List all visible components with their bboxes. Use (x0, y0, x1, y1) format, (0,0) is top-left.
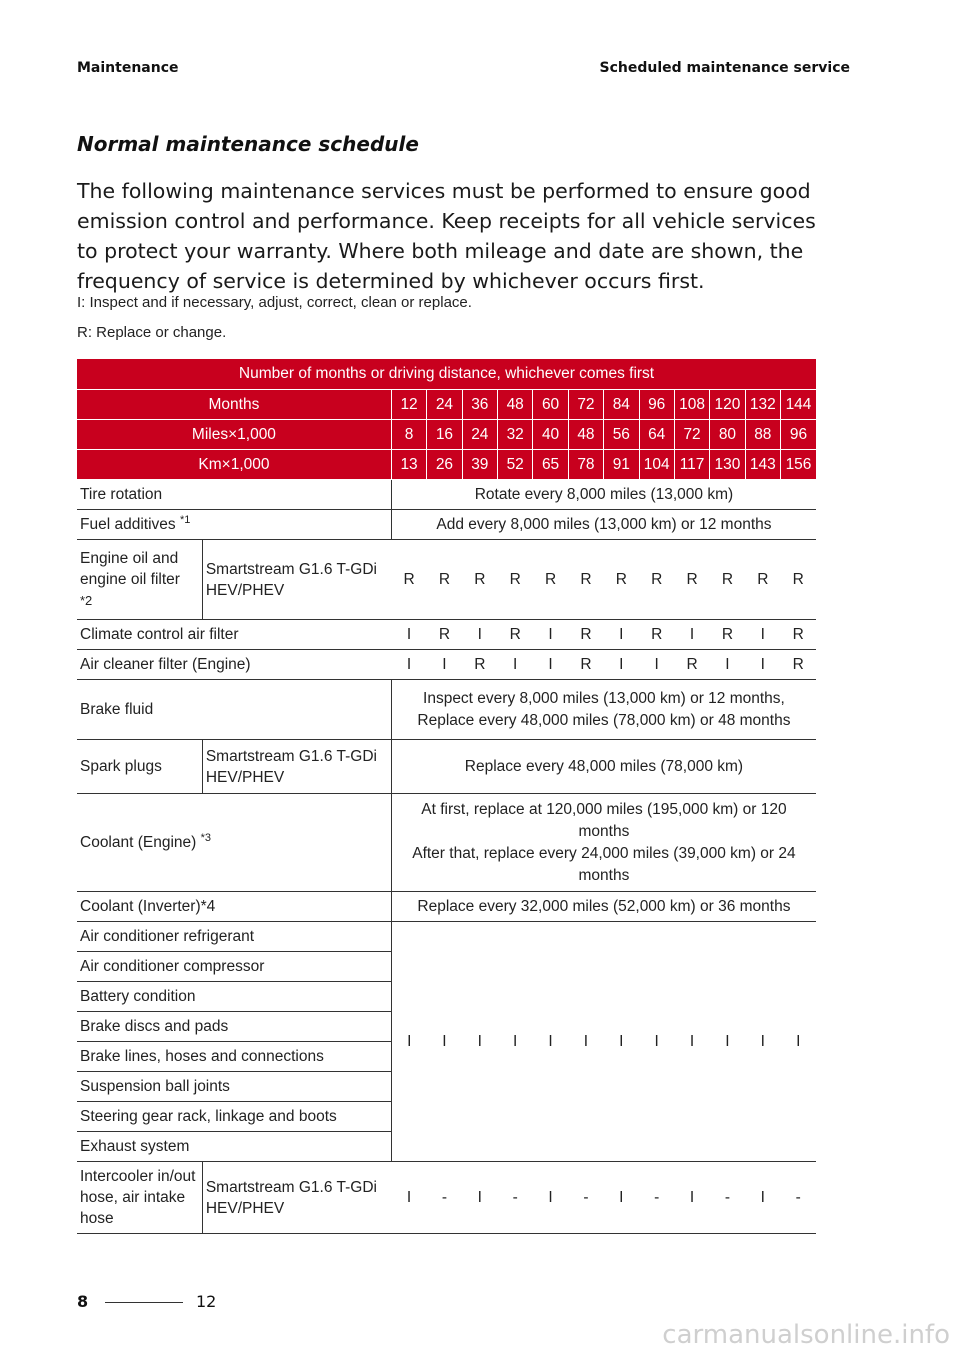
schedule-cell: - (568, 1162, 603, 1234)
item-label (77, 794, 391, 892)
miles-value: 96 (781, 420, 817, 450)
item-label: Coolant (Inverter)*4 (77, 892, 391, 922)
item-value: Replace every 32,000 miles (52,000 km) or 36 months (391, 892, 816, 922)
schedule-cell: I (391, 1162, 426, 1234)
coolant-engine-label: Coolant (Engine) (80, 834, 197, 852)
item-label: Battery condition (77, 982, 391, 1012)
km-value: 13 (391, 450, 426, 480)
item-label: Exhaust system (77, 1132, 391, 1162)
table-row (77, 510, 816, 540)
item-label: Brake fluid (77, 680, 391, 740)
legend-replace: R: Replace or change. (77, 324, 227, 341)
schedule-cell: I (745, 620, 780, 650)
km-value: 156 (781, 450, 817, 480)
table-row (77, 922, 816, 952)
header-section-title: Maintenance (77, 60, 179, 76)
schedule-cell: I (498, 650, 533, 680)
schedule-cell: I (427, 650, 462, 680)
month-value: 12 (391, 390, 426, 420)
month-value: 108 (674, 390, 709, 420)
miles-value: 48 (568, 420, 603, 450)
month-value: 36 (462, 390, 497, 420)
schedule-cell: R (674, 650, 709, 680)
table-row (77, 794, 816, 892)
schedule-cell: R (781, 620, 817, 650)
schedule-cell: R (710, 540, 745, 620)
engine-type: Smartstream G1.6 T-GDi HEV/PHEV (202, 740, 391, 794)
km-value: 26 (427, 450, 462, 480)
engine-type: Smartstream G1.6 T-GDi HEV/PHEV (202, 1162, 391, 1234)
item-label (77, 540, 202, 620)
schedule-cell: I (710, 650, 745, 680)
header-row-km (77, 450, 816, 480)
schedule-cell: I (568, 922, 603, 1162)
item-value (391, 680, 816, 740)
item-value (391, 794, 816, 892)
schedule-cell: I (674, 922, 709, 1162)
miles-value: 8 (391, 420, 426, 450)
miles-value: 56 (604, 420, 639, 450)
schedule-cell: R (427, 540, 462, 620)
header-page-topic: Scheduled maintenance service (599, 60, 850, 76)
coolant-first: At first, replace at 120,000 miles (195,000 km) or 120 months (421, 800, 787, 840)
table-row (77, 620, 816, 650)
schedule-cell: I (462, 1162, 497, 1234)
schedule-cell: I (674, 1162, 709, 1234)
km-value: 130 (710, 450, 745, 480)
month-value: 48 (498, 390, 533, 420)
miles-value: 88 (745, 420, 780, 450)
item-value: Rotate every 8,000 miles (13,000 km) (391, 480, 816, 510)
schedule-cell: R (533, 540, 568, 620)
month-value: 144 (781, 390, 817, 420)
footer-page-number: 12 (196, 1292, 217, 1311)
schedule-cell: - (427, 1162, 462, 1234)
item-value: Replace every 48,000 miles (78,000 km) (391, 740, 816, 794)
intro-paragraph: The following maintenance services must be performed to ensure good emission control and performance. Keep receipts for all vehicle services to protect your warranty. Where both mileage and date are shown, the frequency of service is determined by whichever occurs first. (77, 179, 816, 293)
schedule-cell: I (498, 922, 533, 1162)
item-label: Spark plugs (77, 740, 202, 794)
month-value: 84 (604, 390, 639, 420)
schedule-cell: I (462, 922, 497, 1162)
schedule-cell: R (462, 650, 497, 680)
month-value: 72 (568, 390, 603, 420)
schedule-cell: R (462, 540, 497, 620)
table-row (77, 1162, 816, 1234)
table-row (77, 650, 816, 680)
item-label: Air conditioner compressor (77, 952, 391, 982)
miles-value: 40 (533, 420, 568, 450)
month-value: 120 (710, 390, 745, 420)
schedule-cell: I (604, 620, 639, 650)
km-value: 143 (745, 450, 780, 480)
km-value: 52 (498, 450, 533, 480)
schedule-cell: R (568, 540, 603, 620)
schedule-cell: I (533, 922, 568, 1162)
page-title: Normal maintenance schedule (77, 132, 419, 156)
month-value: 132 (745, 390, 780, 420)
schedule-cell: R (781, 650, 817, 680)
miles-label: Miles×1,000 (77, 420, 391, 450)
km-value: 78 (568, 450, 603, 480)
miles-value: 24 (462, 420, 497, 450)
footer-divider (105, 1302, 183, 1303)
month-value: 24 (427, 390, 462, 420)
table-row (77, 892, 816, 922)
schedule-cell: I (604, 650, 639, 680)
item-label: Brake discs and pads (77, 1012, 391, 1042)
schedule-cell: I (533, 620, 568, 650)
schedule-cell: I (427, 922, 462, 1162)
schedule-cell: I (391, 650, 426, 680)
schedule-cell: R (781, 540, 817, 620)
item-label: Intercooler in/out hose, air intake hose (77, 1162, 202, 1234)
schedule-cell: I (639, 650, 674, 680)
table-row (77, 680, 816, 740)
item-label: Steering gear rack, linkage and boots (77, 1102, 391, 1132)
item-label: Suspension ball joints (77, 1072, 391, 1102)
schedule-cell: I (639, 922, 674, 1162)
schedule-cell: I (391, 922, 426, 1162)
item-label: Tire rotation (77, 480, 391, 510)
schedule-cell: I (745, 650, 780, 680)
schedule-cell: I (781, 922, 817, 1162)
schedule-cell: - (498, 1162, 533, 1234)
engine-oil-label: Engine oil and engine oil filter (80, 550, 180, 588)
footnote-marker: *1 (179, 514, 191, 527)
schedule-cell: I (745, 922, 780, 1162)
header-row-caption (77, 359, 816, 390)
miles-value: 64 (639, 420, 674, 450)
schedule-cell: R (568, 620, 603, 650)
km-value: 104 (639, 450, 674, 480)
schedule-cell: - (781, 1162, 817, 1234)
item-label: Climate control air filter (77, 620, 391, 650)
schedule-cell: R (568, 650, 603, 680)
item-label (77, 510, 391, 540)
schedule-cell: - (639, 1162, 674, 1234)
km-value: 39 (462, 450, 497, 480)
months-label: Months (77, 390, 391, 420)
schedule-cell: I (710, 922, 745, 1162)
schedule-cell: - (710, 1162, 745, 1234)
schedule-cell: I (604, 1162, 639, 1234)
item-label: Brake lines, hoses and connections (77, 1042, 391, 1072)
engine-type: Smartstream G1.6 T-GDi HEV/PHEV (202, 540, 391, 620)
header-row-miles (77, 420, 816, 450)
table-row (77, 540, 816, 620)
miles-value: 32 (498, 420, 533, 450)
miles-value: 16 (427, 420, 462, 450)
schedule-cell: R (710, 620, 745, 650)
schedule-cell: R (639, 620, 674, 650)
table-row (77, 740, 816, 794)
schedule-cell: I (745, 1162, 780, 1234)
schedule-cell: R (639, 540, 674, 620)
schedule-cell: R (745, 540, 780, 620)
item-value: Add every 8,000 miles (13,000 km) or 12 months (391, 510, 816, 540)
schedule-cell: I (533, 1162, 568, 1234)
schedule-cell: R (391, 540, 426, 620)
footer-section-number: 8 (77, 1292, 89, 1311)
km-value: 91 (604, 450, 639, 480)
item-label: Air cleaner filter (Engine) (77, 650, 391, 680)
schedule-cell: I (391, 620, 426, 650)
watermark: carmanualsonline.info (662, 1320, 950, 1350)
schedule-cell: I (604, 922, 639, 1162)
item-label: Air conditioner refrigerant (77, 922, 391, 952)
header-row-months (77, 390, 816, 420)
km-label: Km×1,000 (77, 450, 391, 480)
footnote-marker: *2 (80, 593, 93, 608)
brake-fluid-replace: Replace every 48,000 miles (78,000 km) or 48 months (417, 711, 791, 729)
fuel-additives-label: Fuel additives (80, 516, 176, 534)
schedule-cell: I (533, 650, 568, 680)
schedule-cell: R (498, 540, 533, 620)
month-value: 96 (639, 390, 674, 420)
km-value: 65 (533, 450, 568, 480)
miles-value: 80 (710, 420, 745, 450)
schedule-cell: I (462, 620, 497, 650)
footnote-marker: *3 (200, 832, 212, 845)
table-caption: Number of months or driving distance, whichever comes first (77, 359, 816, 390)
maintenance-schedule-table (77, 359, 816, 1234)
legend-inspect: I: Inspect and if necessary, adjust, correct, clean or replace. (77, 294, 472, 311)
schedule-cell: R (498, 620, 533, 650)
brake-fluid-inspect: Inspect every 8,000 miles (13,000 km) or 12 months, (423, 689, 785, 707)
schedule-cell: I (674, 620, 709, 650)
coolant-after: After that, replace every 24,000 miles (39,000 km) or 24 months (412, 844, 796, 884)
km-value: 117 (674, 450, 709, 480)
schedule-cell: R (427, 620, 462, 650)
schedule-cell: R (604, 540, 639, 620)
miles-value: 72 (674, 420, 709, 450)
schedule-cell: R (674, 540, 709, 620)
table-row (77, 480, 816, 510)
month-value: 60 (533, 390, 568, 420)
